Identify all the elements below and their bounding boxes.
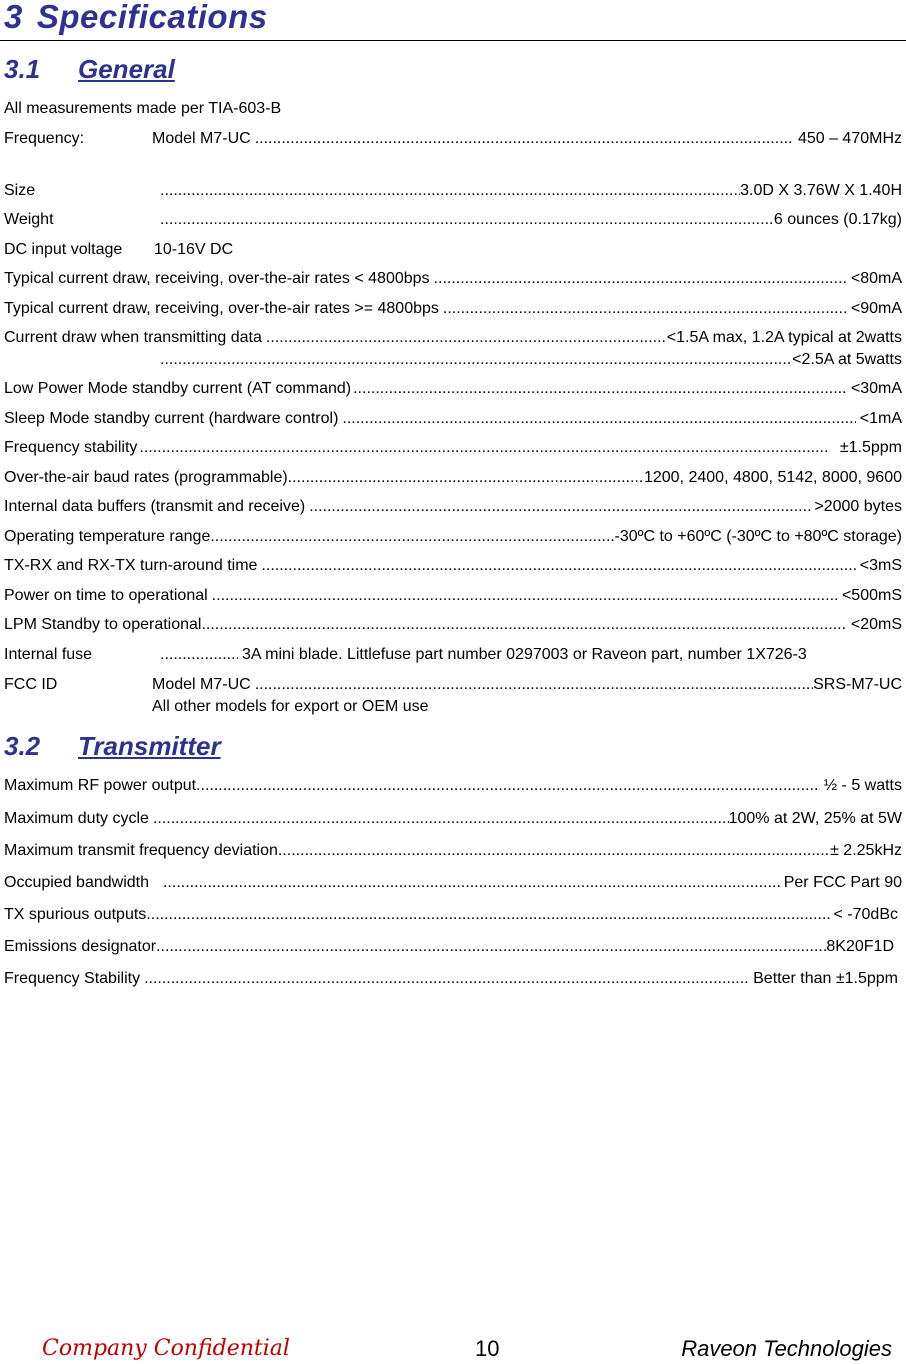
spec-label: Maximum duty cycle (4, 810, 149, 827)
section-title: Specifications (36, 0, 268, 35)
spec-row (4, 614, 902, 636)
spec-value: -30ºC to +60ºC (-30ºC to +80ºC storage) (614, 528, 902, 545)
spec-row (4, 872, 902, 894)
spec-label: Power on time to operational (4, 587, 208, 604)
spec-label: DC input voltage (4, 241, 123, 258)
spec-row (4, 298, 902, 320)
spec-value: <500mS (841, 587, 902, 604)
heading-rule (0, 40, 906, 41)
spec-value: ± 2.25kHz (830, 842, 902, 859)
spec-value: < -70dBc (833, 906, 898, 923)
spec-row-fcc-note (4, 696, 902, 718)
spec-note: All other models for export or OEM use (152, 698, 429, 715)
spec-value: <1.5A max, 1.2A typical at 2watts (666, 329, 902, 346)
subsection-number: 3.2 (4, 731, 41, 761)
spec-label: Maximum transmit frequency deviation (4, 842, 278, 859)
spec-value: <1mA (859, 410, 902, 427)
spec-value: <3mS (859, 557, 902, 574)
spec-row-size (4, 180, 902, 202)
spec-row (4, 467, 902, 489)
spec-row (4, 968, 902, 990)
spec-value: <80mA (850, 270, 902, 287)
spec-label: Frequency Stability (4, 970, 141, 987)
spec-row (4, 378, 902, 400)
intro-text: All measurements made per TIA-603-B (4, 100, 282, 117)
spec-row (4, 936, 902, 958)
spec-row (4, 437, 902, 459)
spec-value: 3A mini blade. Littlefuse part number 0297003 or Raveon part, number 1X726-3 (242, 646, 807, 663)
spec-value: 8K20F1D (826, 938, 894, 955)
spec-label: Frequency: (4, 130, 85, 147)
spec-label: Size (4, 182, 36, 199)
spec-row (4, 327, 902, 349)
spec-label: Internal fuse (4, 646, 93, 663)
spec-label: Over-the-air baud rates (programmable) (4, 469, 288, 486)
spec-label: Typical current draw, receiving, over-the-air rates >= 4800bps (4, 300, 439, 317)
spec-row-fcc-id (4, 674, 902, 696)
spec-label: Occupied bandwidth (4, 874, 149, 891)
spec-label: TX-RX and RX-TX turn-around time (4, 557, 258, 574)
spec-value: ±1.5ppm (839, 439, 902, 456)
spec-value: <20mS (850, 616, 902, 633)
spec-value: 450 – 470MHz (797, 130, 902, 147)
spec-row (4, 808, 902, 830)
spec-value: SRS-M7-UC (813, 676, 902, 693)
section-number: 3 (4, 0, 23, 35)
page-number: 10 (475, 1336, 500, 1361)
spec-row (4, 585, 902, 607)
spec-value: <90mA (850, 300, 902, 317)
spec-value: 6 ounces (0.17kg) (773, 211, 902, 228)
spec-label: LPM Standby to operational (4, 616, 202, 633)
spec-row-fuse (4, 644, 902, 666)
spec-label: Sleep Mode standby current (hardware control) (4, 410, 339, 427)
footer-company: Raveon Technologies (681, 1336, 892, 1361)
spec-label: Maximum RF power output (4, 777, 197, 794)
subsection-heading-transmitter (4, 730, 221, 762)
spec-value: Per FCC Part 90 (783, 874, 902, 891)
spec-value: 100% at 2W, 25% at 5W (728, 810, 902, 827)
section-heading (4, 0, 268, 40)
spec-value: <2.5A at 5watts (792, 351, 902, 368)
spec-label: Weight (4, 211, 54, 228)
subsection-number: 3.1 (4, 54, 41, 84)
spec-label: Typical current draw, receiving, over-the-air rates < 4800bps (4, 270, 430, 287)
spec-model: Model M7-UC (152, 676, 251, 693)
spec-value: ½ - 5 watts (823, 777, 902, 794)
spec-label: FCC ID (4, 676, 58, 693)
spec-row (4, 268, 902, 290)
spec-row-frequency (4, 128, 902, 150)
spec-value: 1200, 2400, 4800, 5142, 8000, 9600 (643, 469, 902, 486)
spec-model: Model M7-UC (152, 130, 251, 147)
subsection-title: Transmitter (78, 731, 221, 761)
subsection-title: General (78, 54, 175, 84)
spec-value: Better than ±1.5ppm (753, 970, 898, 987)
spec-value: <30mA (850, 380, 902, 397)
spec-row (4, 775, 902, 797)
spec-row (4, 526, 902, 548)
spec-label: Frequency stability (4, 439, 138, 456)
spec-label: Current draw when transmitting data (4, 329, 262, 346)
spec-row (4, 840, 902, 862)
spec-row (4, 496, 902, 518)
spec-value: >2000 bytes (814, 498, 902, 515)
spec-label: Emissions designator (4, 938, 157, 955)
spec-row (4, 555, 902, 577)
footer-confidential: Company Confidential (42, 1336, 290, 1361)
spec-row-dc-input (4, 239, 902, 261)
spec-row-weight (4, 209, 902, 231)
spec-row (4, 408, 902, 430)
spec-value: 3.0D X 3.76W X 1.40H (740, 182, 902, 199)
spec-label: Low Power Mode standby current (AT command) (4, 380, 352, 397)
spec-row-transmit-5w (4, 349, 902, 371)
spec-label: Internal data buffers (transmit and receive) (4, 498, 306, 515)
spec-label: TX spurious outputs (4, 906, 147, 923)
spec-label: Operating temperature range (4, 528, 211, 545)
subsection-heading-general (4, 53, 175, 85)
spec-value: 10-16V DC (154, 241, 234, 258)
spec-row (4, 904, 902, 926)
